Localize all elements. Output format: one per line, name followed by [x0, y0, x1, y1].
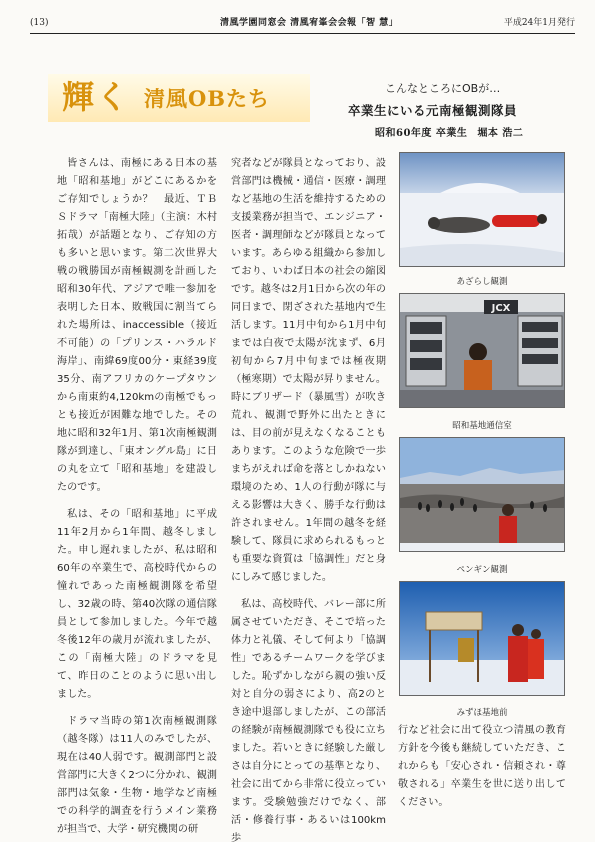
- paragraph: 究者などが隊員となっており、設営部門は機械・通信・医療・調理など基地の生活を維持するための支援業務が担当で、エンジニア・医者・調理師などが隊員となっています。あらゆる組織から参加しており、いわば日本の社会の縮図です。越冬は2月1日から次の年の同日まで、閉ざされた基地内で生活します。11月中旬から1月中旬までは白夜で太陽が沈まず、6月初旬から7月中旬までは極夜期（極寒期）で太陽が昇りません。時にブリザード（暴風雪）が吹き荒れ、観測で野外に出たときには、目の前が見えなくなることもあります。このような危険で一歩まちがえれば命を落としかねない環境のため、1人の行動が隊に与える影響は大きく、勝手な行動は許されません。1年間の越冬を経験して、隊員に求められるもっとも重要な資質は「協調性」だと身にしみて感じました。: [231, 158, 386, 583]
- author-name: 堀本 浩二: [477, 128, 524, 139]
- photo-caption: あざらし観測: [456, 277, 508, 287]
- photo-caption: 昭和基地通信室: [452, 421, 512, 431]
- photo-caption: みずほ基地前: [456, 708, 508, 718]
- banner-main-text: 輝く: [62, 78, 131, 116]
- grad-year: 昭和60年度 卒業生: [375, 128, 468, 139]
- article-headline: 卒業生にいる元南極観測隊員: [348, 103, 518, 118]
- issue-date: 平成24年1月発行: [503, 18, 575, 28]
- photo-penguin-observation: [399, 437, 565, 552]
- author-line: [375, 124, 523, 139]
- paragraph: 私は、高校時代、バレー部に所属させていただき、そこで培った体力と礼儀、そして何より「協調性」であるチームワークを学びました。恥ずかしながら親の強い反対と自分の弱さにより、高2のとき途中退部しましたが、この部活の経験が南極観測隊でも役に立ちました。若いときに経験した厳しさは自分にとっての基準となり、社会に出てから非常に役立っています。受験勉強だけでなく、部活・修養行事・あるいは100km歩: [231, 599, 386, 842]
- photo-caption: ペンギン観測: [456, 565, 508, 575]
- banner-sub-text: 清風OBたち: [144, 86, 271, 111]
- header-rule: [30, 33, 575, 34]
- photo-seal-observation: [399, 152, 565, 267]
- paragraph: ドラマ当時の第1次南極観測隊（越冬隊）は11人のみでしたが、現在は40人弱です。観測部門と設営部門に大きく2つに分かれ、観測部門は気象・生物・地学など南極での科学的調査を行うメイン業務が担当で、大学・研究機関の研: [57, 716, 217, 835]
- paragraph: 皆さんは、南極にある日本の基地「昭和基地」がどこにあるかをご存知でしょうか？ 最近、ＴＢＳドラマ「南極大陸」（主演：木村拓哉）が話題となり、ご存知の方も多いと思います。第二次世界大戦の戦勝国が南極観測を計画した昭和30年代、アジアで唯一参加を表明した日本、敗戦国に割当てられた場所は、inaccessible（接近不可能）の「プリンス・ハラルド海岸」、南緯69度00分・東経39度35分、南アフリカのケープタウンから南東約4,120kmの南極でもっとも接近が困難な地でした。その地に昭和32年1月、第1次南極観測隊が到達し、「東オングル島」に日の丸を立て「昭和基地」を建設したのです。: [57, 158, 217, 493]
- subtitle-teaser: こんなところにOBが…: [385, 82, 501, 95]
- page-number: (13): [30, 18, 49, 28]
- photo-mizuho-station: [399, 581, 565, 696]
- publication-title: 清風学園同窓会 清風宥峯会会報「智 慧」: [220, 18, 399, 28]
- article-column-2: [231, 155, 386, 842]
- page-header: [30, 15, 575, 31]
- article-column-3: [398, 722, 566, 821]
- photo-communications-room: [399, 293, 565, 408]
- paragraph: 私は、その「昭和基地」に平成11年2月から1年間、越冬しました。申し遅れましたが、私は昭和60年の卒業生で、高校時代からの憧れであった南極観測隊を希望し、32歳の時、第40次隊の通信隊員として参加しました。今年で越冬後12年の歳月が流れましたが、この「南極大陸」のドラマを見て、昨日のことのように思い出しました。: [57, 509, 217, 700]
- paragraph: 行など社会に出て役立つ清風の教育方針を今後も継続していただき、これからも「安心され・信頼され・尊敬される」卒業生を世に送り出してください。: [398, 725, 566, 808]
- sign-jcx: JCX: [491, 303, 511, 314]
- feature-banner: [48, 74, 310, 122]
- article-column-1: [57, 155, 217, 842]
